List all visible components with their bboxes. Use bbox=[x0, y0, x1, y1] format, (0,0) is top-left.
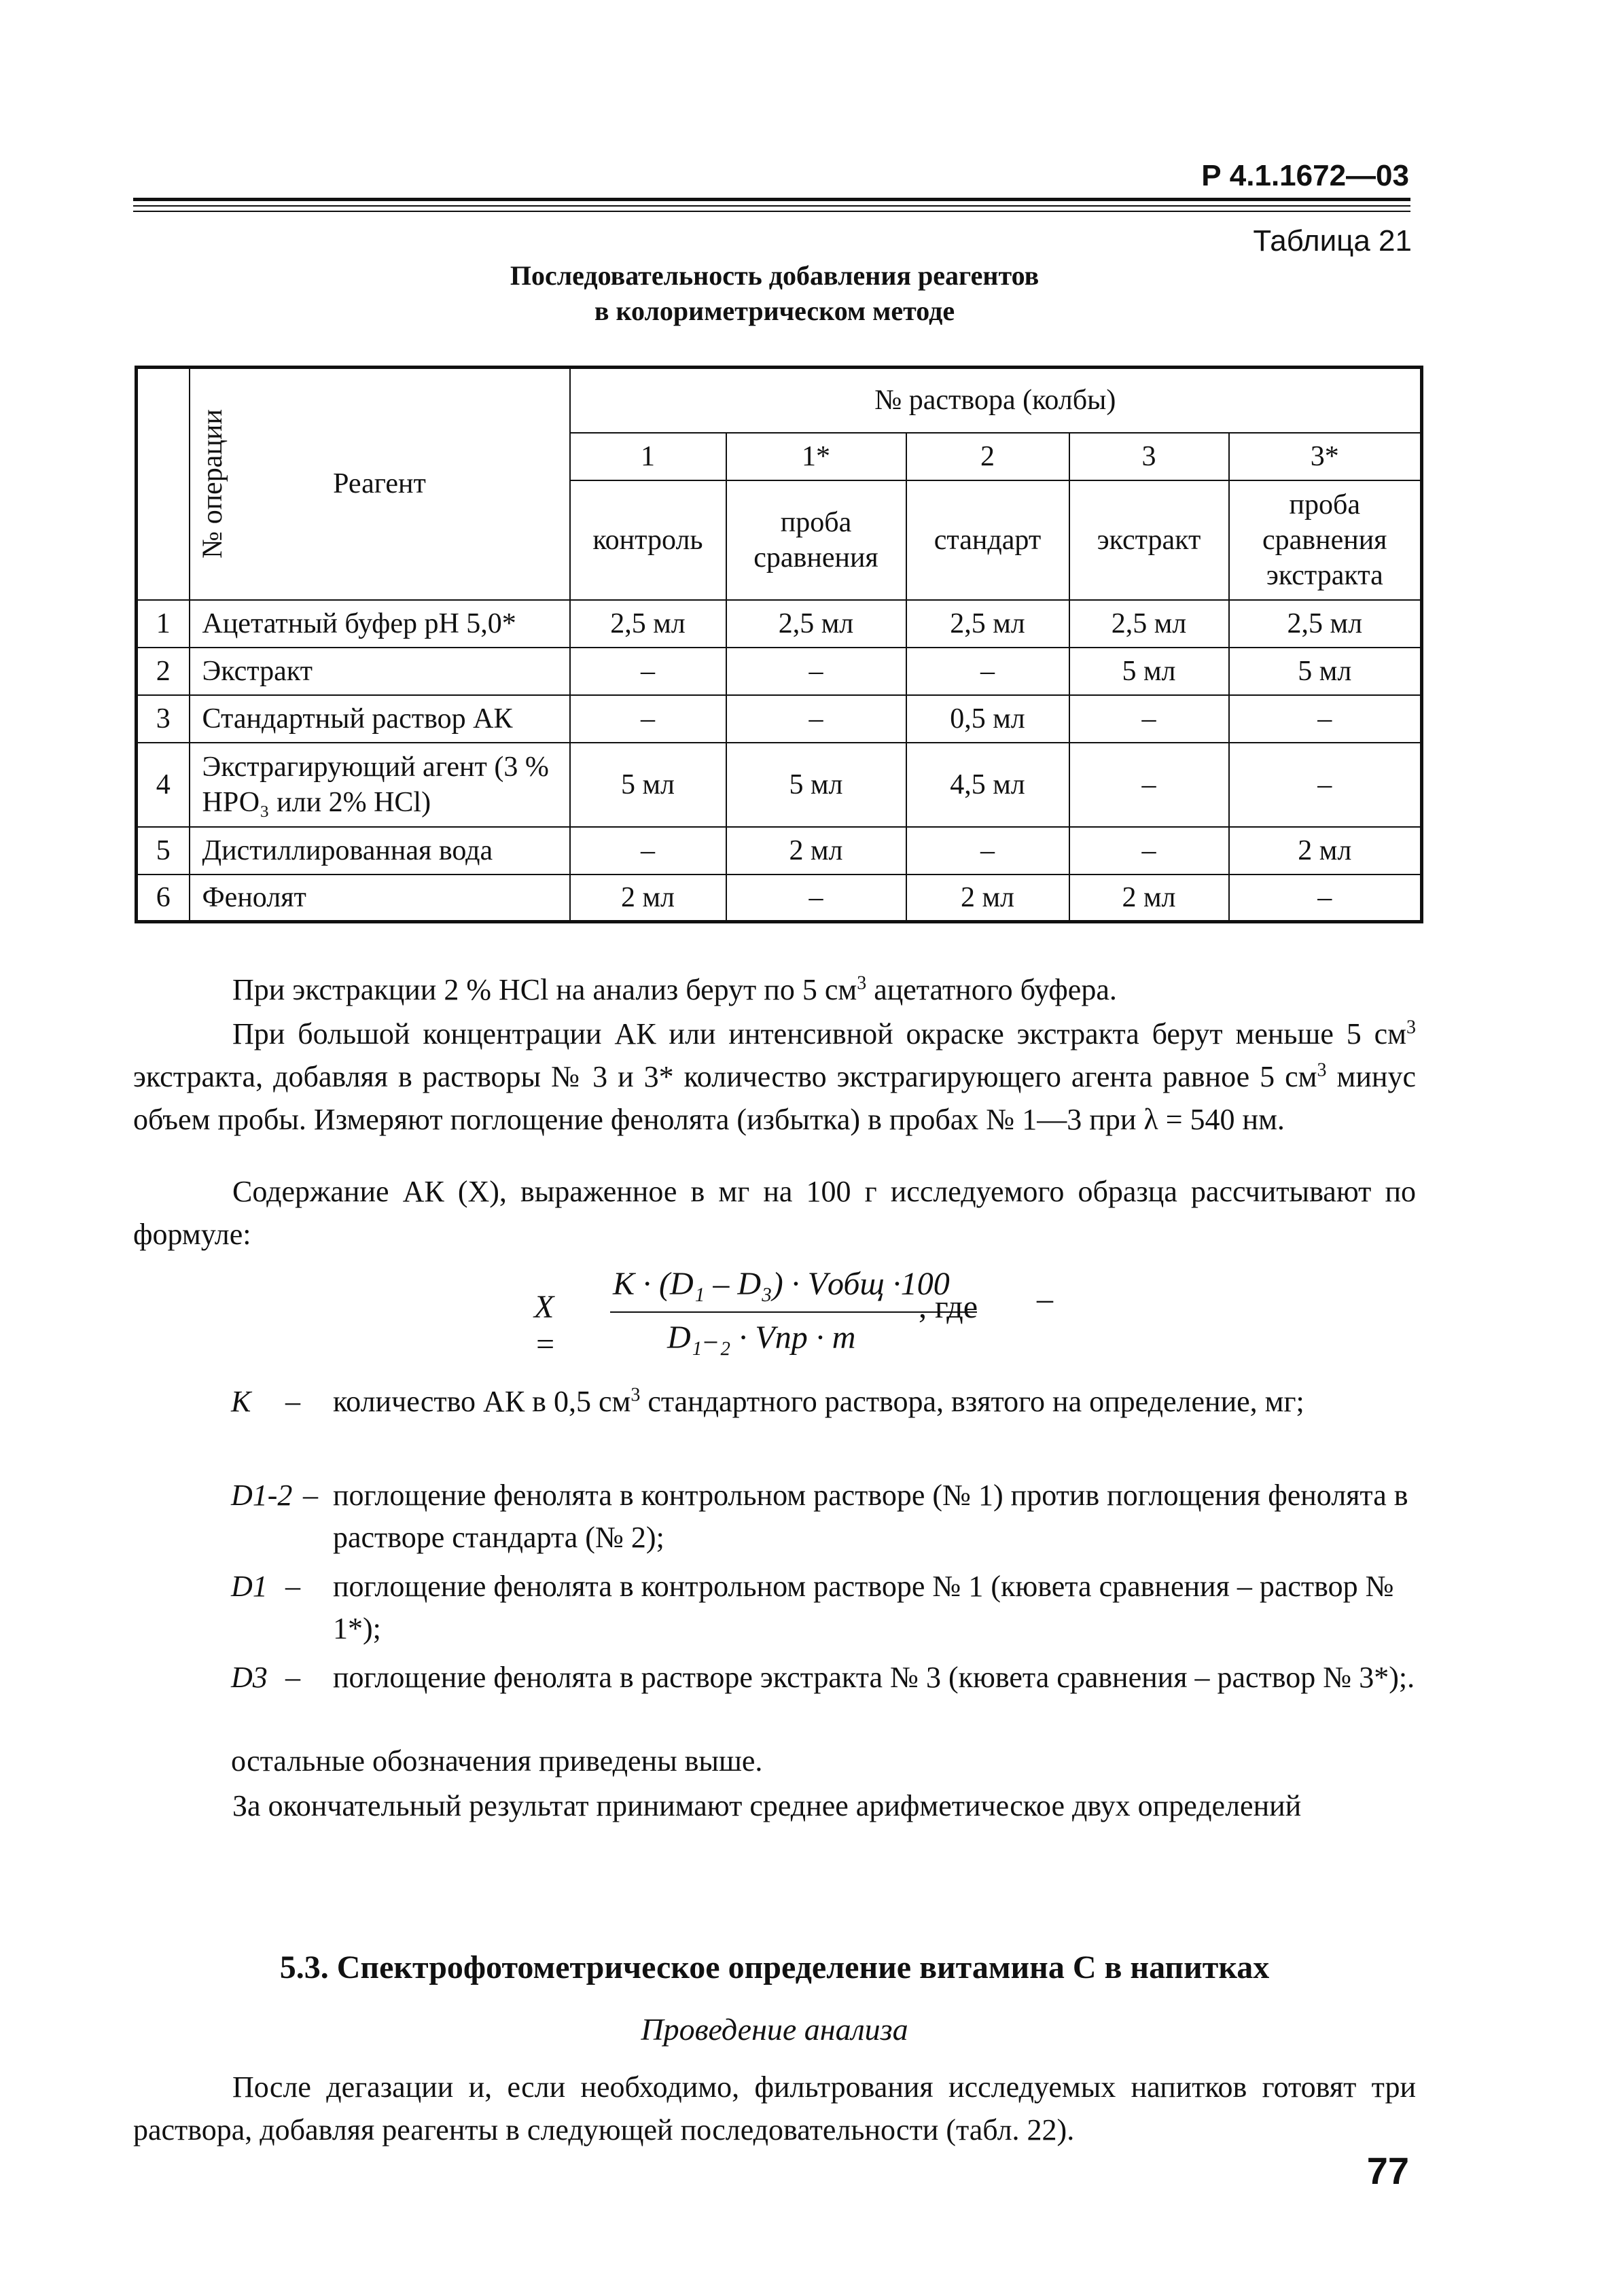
cell-value: – bbox=[1069, 743, 1229, 827]
definition-dash: – bbox=[285, 1570, 300, 1603]
cell-value: 4,5 мл bbox=[906, 743, 1069, 827]
header-reagent: Реагент bbox=[190, 368, 570, 600]
row-reagent: Стандартный раствор АК bbox=[190, 695, 570, 743]
formula-denominator: D₁₋₂ · Vпр · m bbox=[667, 1320, 856, 1356]
formula-dash: – bbox=[1037, 1281, 1053, 1317]
row-number: 6 bbox=[137, 875, 190, 922]
table-caption bbox=[353, 258, 1196, 329]
table-row bbox=[137, 648, 1422, 695]
row-reagent: Фенолят bbox=[190, 875, 570, 922]
page-number: 77 bbox=[1366, 2149, 1409, 2192]
definition-item bbox=[231, 1381, 1427, 1470]
document-code: Р 4.1.1672—03 bbox=[1201, 159, 1409, 192]
cell-value: – bbox=[1069, 695, 1229, 743]
paragraph-4: остальные обозначения приведены выше. bbox=[231, 1744, 763, 1778]
solution-name: контроль bbox=[570, 480, 726, 600]
section-title: 5.3. Спектрофотометрическое определение витамина С в напитках bbox=[279, 1949, 1270, 1985]
paragraph-1: При экстракции 2 % HCl на анализ берут по 5 $см^3$ ацетатного буфера. bbox=[232, 972, 1117, 1006]
cell-value: 5 мл bbox=[570, 743, 726, 827]
definition-symbol: K bbox=[231, 1385, 251, 1418]
definition-symbol: D1 bbox=[231, 1570, 268, 1603]
header-op-number: № операции bbox=[137, 368, 190, 600]
solution-name: экстракт bbox=[1069, 480, 1229, 600]
table-caption-line1: Последовательность добавления реагентов bbox=[510, 260, 1040, 291]
cell-value: 2,5 мл bbox=[906, 600, 1069, 648]
header-solutions: № раствора (колбы) bbox=[570, 368, 1422, 433]
cell-value: 2 мл bbox=[906, 875, 1069, 922]
cell-value: – bbox=[1229, 875, 1422, 922]
row-reagent: Ацетатный буфер рН 5,0* bbox=[190, 600, 570, 648]
definition-item bbox=[231, 1566, 1427, 1653]
definition-dash: – bbox=[303, 1479, 318, 1512]
table-row bbox=[137, 875, 1422, 922]
cell-value: 2,5 мл bbox=[1069, 600, 1229, 648]
formula-where: , где bbox=[919, 1289, 978, 1325]
solution-number: 3 bbox=[1069, 433, 1229, 480]
cell-value: – bbox=[906, 827, 1069, 875]
solution-number: 1 bbox=[570, 433, 726, 480]
cell-value: 2,5 мл bbox=[1229, 600, 1422, 648]
cell-value: 2 мл bbox=[1229, 827, 1422, 875]
cell-value: 5 мл bbox=[1229, 648, 1422, 695]
cell-value: 5 мл bbox=[726, 743, 906, 827]
row-reagent: Экстрагирующий агент (3 % НРО₃ или 2% HCl) bbox=[190, 743, 570, 827]
reagents-table bbox=[135, 366, 1423, 923]
row-number: 2 bbox=[137, 648, 190, 695]
solution-number: 1* bbox=[726, 433, 906, 480]
definition-text: поглощение фенолята в контрольном растворе (№ 1) против поглощения фенолята в растворе стандарта (№ 2); bbox=[333, 1479, 1408, 1554]
cell-value: 2 мл bbox=[726, 827, 906, 875]
table-caption-line2: в колориметрическом методе bbox=[594, 296, 955, 326]
solution-name: проба сравнения bbox=[726, 480, 906, 600]
table-row bbox=[137, 695, 1422, 743]
cell-value: 0,5 мл bbox=[906, 695, 1069, 743]
definition-dash: – bbox=[285, 1661, 300, 1694]
row-number: 1 bbox=[137, 600, 190, 648]
solution-number: 3* bbox=[1229, 433, 1422, 480]
definition-dash: – bbox=[285, 1385, 300, 1418]
definition-item bbox=[231, 1657, 1427, 1744]
solution-name: проба сравнения экстракта bbox=[1229, 480, 1422, 600]
row-number: 3 bbox=[137, 695, 190, 743]
cell-value: – bbox=[570, 695, 726, 743]
definition-symbol: D3 bbox=[231, 1661, 268, 1694]
definition-item bbox=[231, 1474, 1427, 1561]
cell-value: – bbox=[726, 648, 906, 695]
definitions-list bbox=[231, 1381, 1427, 1748]
paragraph-3: Содержание АК (X), выраженное в мг на 100 г исследуемого образца рассчитывают по формуле: bbox=[133, 1175, 1416, 1251]
header-rule bbox=[133, 211, 1410, 212]
section-body: После дегазации и, если необходимо, фильтрования исследуемых напитков готовят три раствора, добавляя реагенты в следующей последовательности (табл. 22). bbox=[133, 2070, 1416, 2147]
formula-numerator: K · (D₁ – D₃) · Vобщ ·100 bbox=[613, 1266, 950, 1302]
row-number: 5 bbox=[137, 827, 190, 875]
cell-value: – bbox=[1229, 695, 1422, 743]
cell-value: – bbox=[1229, 743, 1422, 827]
cell-value: – bbox=[906, 648, 1069, 695]
row-reagent: Экстракт bbox=[190, 648, 570, 695]
cell-value: – bbox=[726, 695, 906, 743]
cell-value: 2 мл bbox=[570, 875, 726, 922]
definition-text: поглощение фенолята в растворе экстракта № 3 (кювета сравнения – раствор № 3*);. bbox=[333, 1661, 1415, 1694]
paragraph-5: За окончательный результат принимают среднее арифметическое двух определений bbox=[232, 1789, 1302, 1822]
definition-symbol: D1-2 bbox=[231, 1479, 293, 1512]
cell-value: 2,5 мл bbox=[570, 600, 726, 648]
cell-value: 2 мл bbox=[1069, 875, 1229, 922]
solution-name: стандарт bbox=[906, 480, 1069, 600]
formula-lhs: X = bbox=[534, 1289, 556, 1362]
table-row bbox=[137, 827, 1422, 875]
table-row bbox=[137, 743, 1422, 827]
cell-value: 5 мл bbox=[1069, 648, 1229, 695]
definition-text: поглощение фенолята в контрольном растворе № 1 (кювета сравнения – раствор № 1*); bbox=[333, 1570, 1394, 1645]
table-label: Таблица 21 bbox=[1253, 224, 1412, 258]
cell-value: 2,5 мл bbox=[726, 600, 906, 648]
row-reagent: Дистиллированная вода bbox=[190, 827, 570, 875]
header-rule bbox=[133, 205, 1410, 207]
cell-value: – bbox=[1069, 827, 1229, 875]
cell-value: – bbox=[570, 648, 726, 695]
definition-text: количество АК в 0,5 $см^3$ стандартного раствора, взятого на определение, мг; bbox=[333, 1384, 1304, 1418]
paragraph-2: При большой концентрации АК или интенсивной окраске экстракта берут меньше 5 $см^3$ экстракта, добавляя в растворы № 3 и 3* количество экстрагирующего агента равное 5 $см^3$ минус объем пробы. Измеряют поглощение фенолята (избытка) в пробах № 1—3 при λ = 540 нм. bbox=[133, 1017, 1416, 1136]
cell-value: – bbox=[570, 827, 726, 875]
row-number: 4 bbox=[137, 743, 190, 827]
cell-value: – bbox=[726, 875, 906, 922]
subsection-title: Проведение анализа bbox=[641, 2012, 908, 2047]
header-rule bbox=[133, 198, 1410, 201]
solution-number: 2 bbox=[906, 433, 1069, 480]
table-row bbox=[137, 600, 1422, 648]
